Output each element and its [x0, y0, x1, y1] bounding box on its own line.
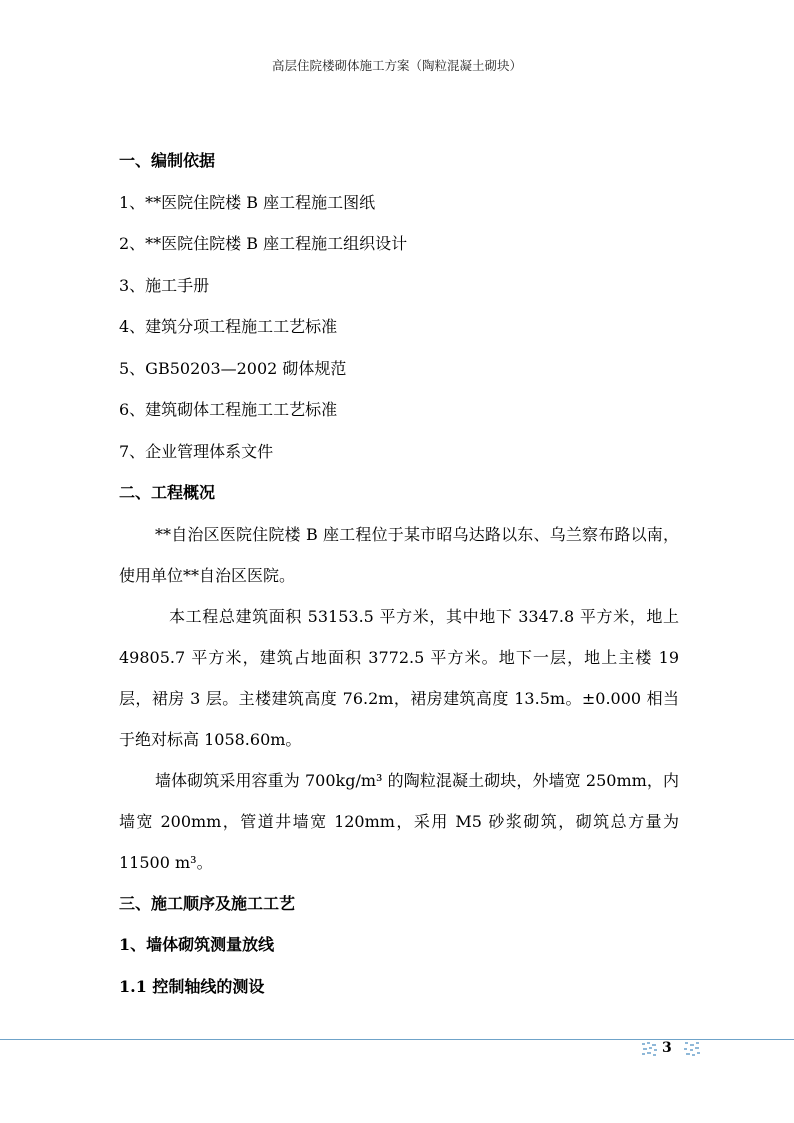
footer-ornament-left-icon: [641, 1041, 659, 1057]
section-heading-overview: 二、工程概况: [119, 483, 216, 502]
overview-paragraph-1: **自治区医院住院楼 B 座工程位于某市昭乌达路以东、乌兰察布路以南，使用单位**自治区医院。: [119, 524, 679, 585]
basis-item-7: 7、企业管理体系文件: [119, 441, 274, 461]
section-heading-basis: 一、编制依据: [119, 151, 216, 170]
basis-item-6: 6、建筑砌体工程施工工艺标准: [119, 400, 338, 419]
page-header: 高层住院楼砌体施工方案（陶粒混凝土砌块）: [271, 58, 522, 73]
subheading-axis-control: 1.1 控制轴线的测设: [119, 976, 265, 996]
subheading-survey: 1、墙体砌筑测量放线: [119, 935, 275, 954]
basis-item-4: 4、建筑分项工程施工工艺标准: [119, 317, 338, 336]
document-body: [119, 140, 679, 1007]
basis-item-1: 1、**医院住院楼 B 座工程施工图纸: [119, 192, 376, 212]
section-heading-process: 三、施工顺序及施工工艺: [119, 893, 296, 913]
footer-rule: [0, 1039, 794, 1040]
overview-paragraph-2: 本工程总建筑面积 53153.5 平方米，其中地下 3347.8 平方米，地上 49805.7 平方米，建筑占地面积 3772.5 平方米。地下一层，地上主楼 19 层，裙房 3 层。主楼建筑高度 76.2m，裙房建筑高度 13.5m。±0.000 相当于绝对标高 1058.60m。: [119, 606, 679, 749]
basis-item-2: 2、**医院住院楼 B 座工程施工组织设计: [119, 234, 408, 253]
overview-paragraph-3: 墙体砌筑采用容重为 700kg/m³ 的陶粒混凝土砌块，外墙宽 250mm，内墙宽 200mm，管道井墙宽 120mm，采用 M5 砂浆砌筑，砌筑总方量为 11500 m³。: [119, 770, 679, 872]
basis-item-5: 5、GB50203—2002 砌体规范: [119, 358, 347, 378]
page-number: 3: [662, 1040, 672, 1056]
footer-ornament-right-icon: [683, 1041, 701, 1057]
basis-item-3: 3、施工手册: [119, 275, 210, 295]
